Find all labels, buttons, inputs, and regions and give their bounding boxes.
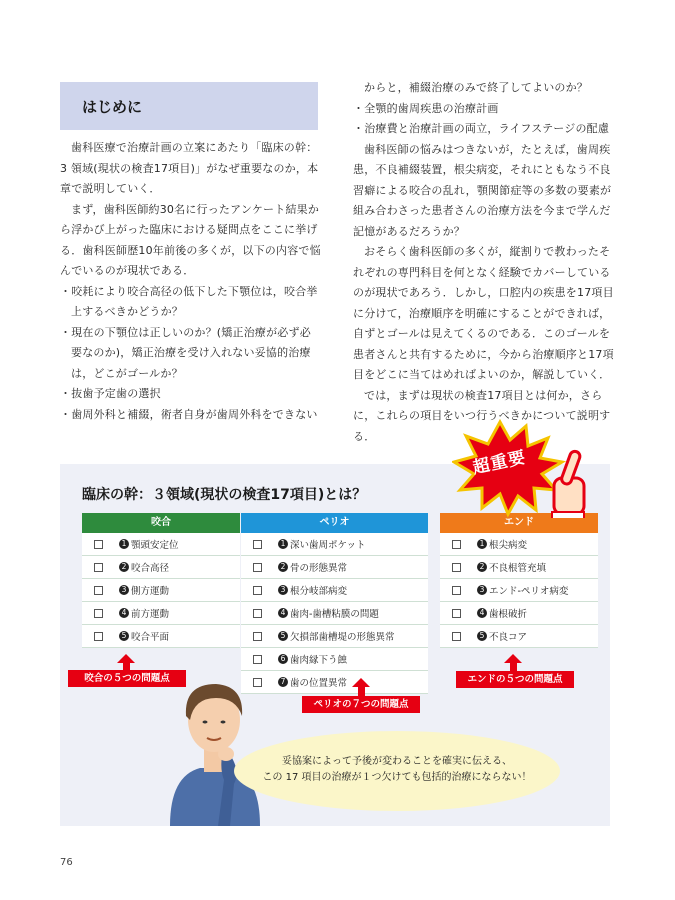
- item-label: 咬合高径: [131, 563, 170, 574]
- item-number: 2: [119, 562, 129, 572]
- paragraph: からと，補綴治療のみで終了してよいのか？: [364, 81, 588, 94]
- item-number: 4: [278, 608, 288, 618]
- item-number: 2: [278, 562, 288, 572]
- checkbox-icon: [253, 563, 262, 572]
- speech-text: [234, 754, 560, 786]
- item-number: 3: [477, 585, 487, 595]
- item-label: 根分岐部病変: [290, 586, 348, 597]
- tag-occlusion: 咬合の５つの問題点: [68, 670, 186, 687]
- item-label: 骨の形態異常: [290, 563, 348, 574]
- checklist-item: [82, 556, 240, 579]
- item-label: 不良根管充填: [489, 563, 547, 574]
- right-column-text: [353, 78, 615, 447]
- arrow-up-icon: [504, 654, 522, 663]
- tag-perio: ペリオの７つの問題点: [302, 696, 420, 713]
- checklist-item: [440, 556, 598, 579]
- page-number: 76: [60, 857, 73, 868]
- checklist-item: [440, 625, 598, 648]
- paragraph: ・全顎的歯周疾患の治療計画: [353, 101, 499, 115]
- item-number: 4: [477, 608, 487, 618]
- checkbox-icon: [253, 655, 262, 664]
- item-number: 4: [119, 608, 129, 618]
- paragraph: では，まずは現状の検査17項目とは何か，さらに，これらの項目をいつ行うべきかについて説明する．: [353, 388, 611, 443]
- paragraph: ・抜歯予定歯の選択: [60, 387, 161, 400]
- item-label: 顎頭安定位: [131, 540, 179, 551]
- checkbox-icon: [452, 563, 461, 572]
- arrow-shaft: [358, 687, 365, 696]
- checkbox-icon: [253, 632, 262, 641]
- section-heading: はじめに: [82, 98, 143, 116]
- category-list-endo: [440, 533, 598, 648]
- badge-text: 超重要: [471, 447, 529, 479]
- checklist-item: [241, 579, 428, 602]
- paragraph: ・歯周外科と補綴，術者自身が歯周外科をできない: [60, 407, 318, 421]
- item-label: 不良コア: [489, 632, 528, 643]
- left-column-text: [60, 138, 322, 425]
- checkbox-icon: [253, 540, 262, 549]
- checkbox-icon: [94, 586, 103, 595]
- item-number: 5: [477, 631, 487, 641]
- checkbox-icon: [253, 609, 262, 618]
- item-label: 歯肉-歯槽粘膜の問題: [290, 609, 379, 620]
- category-list-occlusion: [82, 533, 240, 648]
- checklist-item: [241, 602, 428, 625]
- category-list-perio: [241, 533, 428, 694]
- paragraph: ・現在の下顎位は正しいのか？(矯正治療が必ず必要なのか)，矯正治療を受け入れない妥協的治療は，どこがゴールか？: [60, 325, 311, 380]
- checklist-item: [440, 579, 598, 602]
- category-endo: [440, 513, 598, 648]
- item-number: 3: [278, 585, 288, 595]
- arrow-up-icon: [117, 654, 135, 663]
- item-number: 7: [278, 677, 288, 687]
- category-perio: [241, 513, 428, 694]
- item-label: 歯肉縁下う蝕: [290, 655, 348, 666]
- checkbox-icon: [253, 586, 262, 595]
- item-number: 5: [278, 631, 288, 641]
- item-number: 1: [477, 539, 487, 549]
- paragraph: ・治療費と治療計画の両立，ライフステージの配慮: [353, 122, 610, 135]
- item-label: 根尖病変: [489, 540, 528, 551]
- category-header-occlusion: 咬合: [82, 513, 240, 533]
- item-label: 歯の位置異常: [290, 678, 348, 689]
- checklist-item: [241, 556, 428, 579]
- category-header-perio: ペリオ: [241, 513, 428, 533]
- item-number: 2: [477, 562, 487, 572]
- item-label: 咬合平面: [131, 632, 170, 643]
- checkbox-icon: [452, 586, 461, 595]
- item-label: 前方運動: [131, 609, 170, 620]
- item-label: エンド-ペリオ病変: [489, 586, 569, 597]
- checkbox-icon: [94, 540, 103, 549]
- checklist-item: [440, 533, 598, 556]
- checklist-item: [241, 533, 428, 556]
- paragraph: ・咬耗により咬合高径の低下した下顎位は，咬合挙上するべきかどうか？: [60, 284, 318, 318]
- arrow-up-icon: [352, 678, 370, 687]
- item-number: 3: [119, 585, 129, 595]
- item-label: 側方運動: [131, 586, 170, 597]
- item-label: 欠損部歯槽堤の形態異常: [290, 632, 395, 643]
- checklist-item: [82, 625, 240, 648]
- item-number: 6: [278, 654, 288, 664]
- category-occlusion: [82, 513, 240, 648]
- checkbox-icon: [452, 609, 461, 618]
- checkbox-icon: [94, 563, 103, 572]
- checkbox-icon: [94, 632, 103, 641]
- checklist-item: [82, 602, 240, 625]
- tag-endo: エンドの５つの問題点: [456, 671, 574, 688]
- item-label: 深い歯周ポケット: [290, 540, 366, 551]
- checkbox-icon: [452, 540, 461, 549]
- checkbox-icon: [452, 632, 461, 641]
- item-number: 1: [119, 539, 129, 549]
- item-number: 1: [278, 539, 288, 549]
- paragraph: おそらく歯科医師の多くが，縦割りで教わったそれぞれの専門科目を何となく経験でカバーしているのが現状であろう．しかし，口腔内の疾患を17項目に分けて，治療順序を明確にすることができれば，自ずとゴールは見えてくるのである．このゴールを患者さんと共有するために，今から治療順序と17項目をどこに当てはめればよいのか，解説していく．: [353, 245, 614, 381]
- checklist-item: [82, 579, 240, 602]
- checklist-item: [241, 625, 428, 648]
- item-number: 5: [119, 631, 129, 641]
- checklist-item: [440, 602, 598, 625]
- checkbox-icon: [94, 609, 103, 618]
- category-header-endo: エンド: [440, 513, 598, 533]
- speech-line: 妥協案によって予後が変わることを確実に伝える、: [282, 756, 512, 767]
- paragraph: まず，歯科医師約30名に行ったアンケート結果から浮かび上がった臨床における疑問点をここに挙げる．歯科医師歴10年前後の多くが，以下の内容で悩んでいるのが現状である．: [60, 202, 321, 277]
- speech-line: この 17 項目の治療が１つ欠けても包括的治療にならない！: [262, 772, 532, 783]
- checklist-item: [82, 533, 240, 556]
- checklist-item: [241, 648, 428, 671]
- paragraph: 歯科医師の悩みはつきないが，たとえば，歯周疾患，不良補綴装置，根尖病変，それにともなう不良習癖による咬合の乱れ，顎関節症等の多数の要素が組み合わさった患者さんの治療方法を今まで学んだ記憶があるだろうか？: [353, 142, 612, 238]
- arrow-shaft: [123, 663, 130, 670]
- arrow-shaft: [510, 663, 517, 671]
- heading-box: [60, 82, 318, 130]
- item-label: 歯根破折: [489, 609, 528, 620]
- panel-title: 臨床の幹：３領域(現状の検査17項目)とは？: [82, 487, 367, 503]
- paragraph: 歯科医療で治療計画の立案にあたり「臨床の幹：3 領域(現状の検査17項目)」がなぜ重要なのか，本章で説明していく．: [60, 141, 319, 195]
